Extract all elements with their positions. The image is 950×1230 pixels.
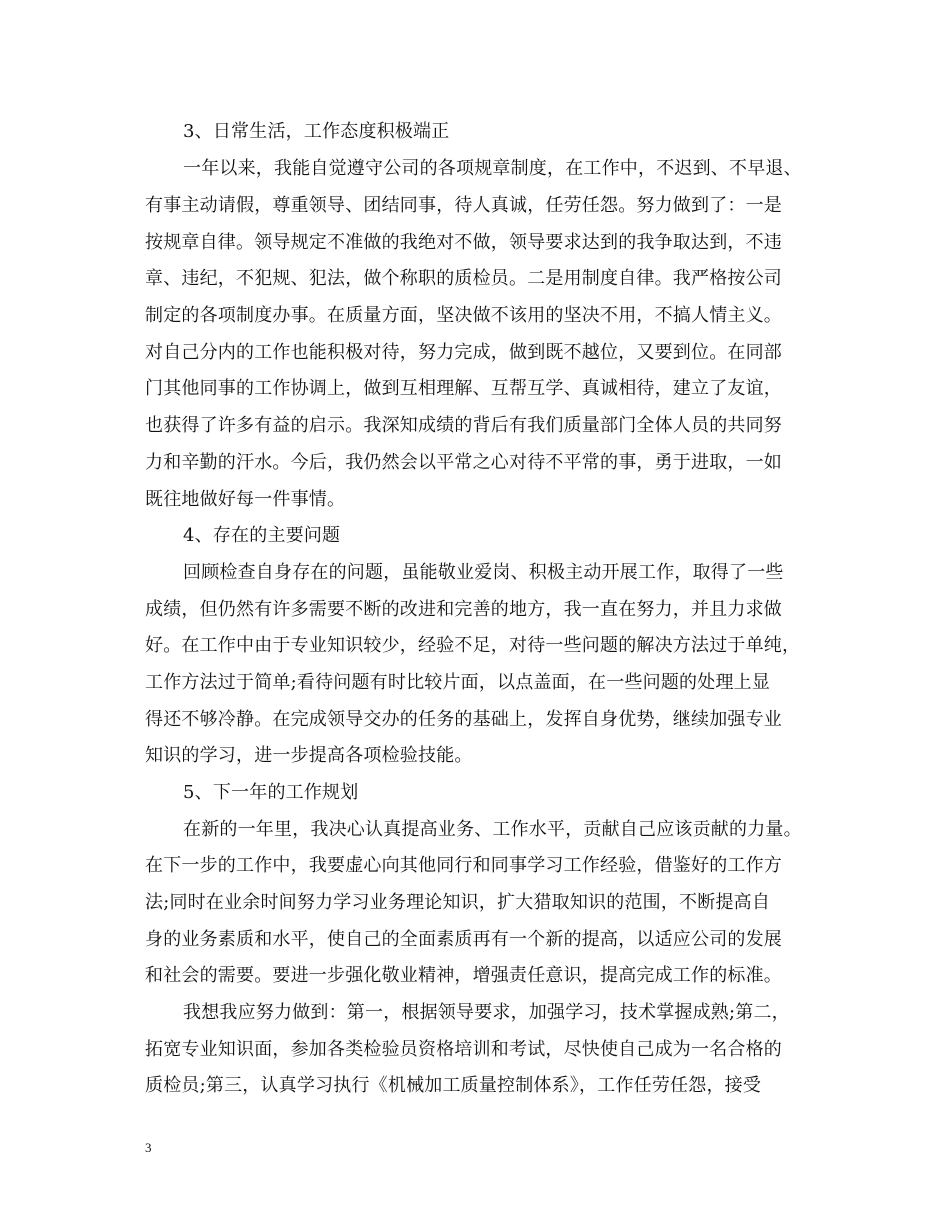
paragraph-line: 一年以来，我能自觉遵守公司的各项规章制度，在工作中，不迟到、不早退、 bbox=[183, 158, 802, 179]
paragraph-line: 得还不够冷静。在完成领导交办的任务的基础上，发挥自身优势，继续加强专业 bbox=[145, 709, 782, 730]
paragraph-line: 对自己分内的工作也能积极对待，努力完成，做到既不越位，又要到位。在同部 bbox=[145, 342, 782, 363]
heading-daily-life: 3、日常生活，工作态度积极端正 bbox=[183, 121, 450, 142]
paragraph-line: 工作方法过于简单;看待问题有时比较片面，以点盖面，在一些问题的处理上显 bbox=[145, 672, 771, 693]
paragraph-line: 和社会的需要。要进一步强化敬业精神，增强责任意识，提高完成工作的标准。 bbox=[145, 965, 782, 986]
paragraph-line: 力和辛勤的汗水。今后，我仍然会以平常之心对待不平常的事，勇于进取，一如 bbox=[145, 452, 782, 473]
heading-next-year-plan: 5、下一年的工作规划 bbox=[183, 782, 359, 803]
paragraph-line: 在新的一年里，我决心认真提高业务、工作水平，贡献自己应该贡献的力量。 bbox=[183, 819, 802, 840]
paragraph-line: 制定的各项制度办事。在质量方面，坚决做不该用的坚决不用，不搞人情主义。 bbox=[145, 305, 782, 326]
paragraph-line: 在下一步的工作中，我要虚心向其他同行和同事学习工作经验，借鉴好的工作方 bbox=[145, 855, 782, 876]
paragraph-line: 既往地做好每一件事情。 bbox=[145, 489, 346, 510]
paragraph-line: 章、违纪，不犯规、犯法，做个称职的质检员。二是用制度自律。我严格按公司 bbox=[145, 268, 782, 289]
page-number: 3 bbox=[145, 1140, 152, 1155]
heading-main-problems: 4、存在的主要问题 bbox=[183, 525, 341, 546]
paragraph-line: 我想我应努力做到：第一，根据领导要求，加强学习，技术掌握成熟;第二， bbox=[183, 1002, 790, 1023]
paragraph-line: 知识的学习，进一步提高各项检验技能。 bbox=[145, 745, 473, 766]
paragraph-line: 拓宽专业知识面，参加各类检验员资格培训和考试，尽快使自己成为一名合格的 bbox=[145, 1039, 782, 1060]
paragraph-line: 身的业务素质和水平，使自己的全面素质再有一个新的提高，以适应公司的发展 bbox=[145, 929, 782, 950]
paragraph-line: 质检员;第三，认真学习执行《机械加工质量控制体系》，工作任劳任怨，接受 bbox=[145, 1075, 762, 1096]
paragraph-line: 也获得了许多有益的启示。我深知成绩的背后有我们质量部门全体人员的共同努 bbox=[145, 415, 782, 436]
paragraph-line: 按规章自律。领导规定不准做的我绝对不做，领导要求达到的我争取达到，不违 bbox=[145, 232, 782, 253]
paragraph-line: 法;同时在业余时间努力学习业务理论知识，扩大猎取知识的范围，不断提高自 bbox=[145, 892, 771, 913]
paragraph-line: 回顾检查自身存在的问题，虽能敬业爱岗、积极主动开展工作，取得了一些 bbox=[183, 562, 784, 583]
paragraph-line: 好。在工作中由于专业知识较少，经验不足，对待一些问题的解决方法过于单纯， bbox=[145, 635, 801, 656]
paragraph-line: 门其他同事的工作协调上，做到互相理解、互帮互学、真诚相待，建立了友谊， bbox=[145, 378, 782, 399]
paragraph-line: 有事主动请假，尊重领导、团结同事，待人真诚，任劳任怨。努力做到了：一是 bbox=[145, 195, 782, 216]
paragraph-line: 成绩，但仍然有许多需要不断的改进和完善的地方，我一直在努力，并且力求做 bbox=[145, 599, 782, 620]
